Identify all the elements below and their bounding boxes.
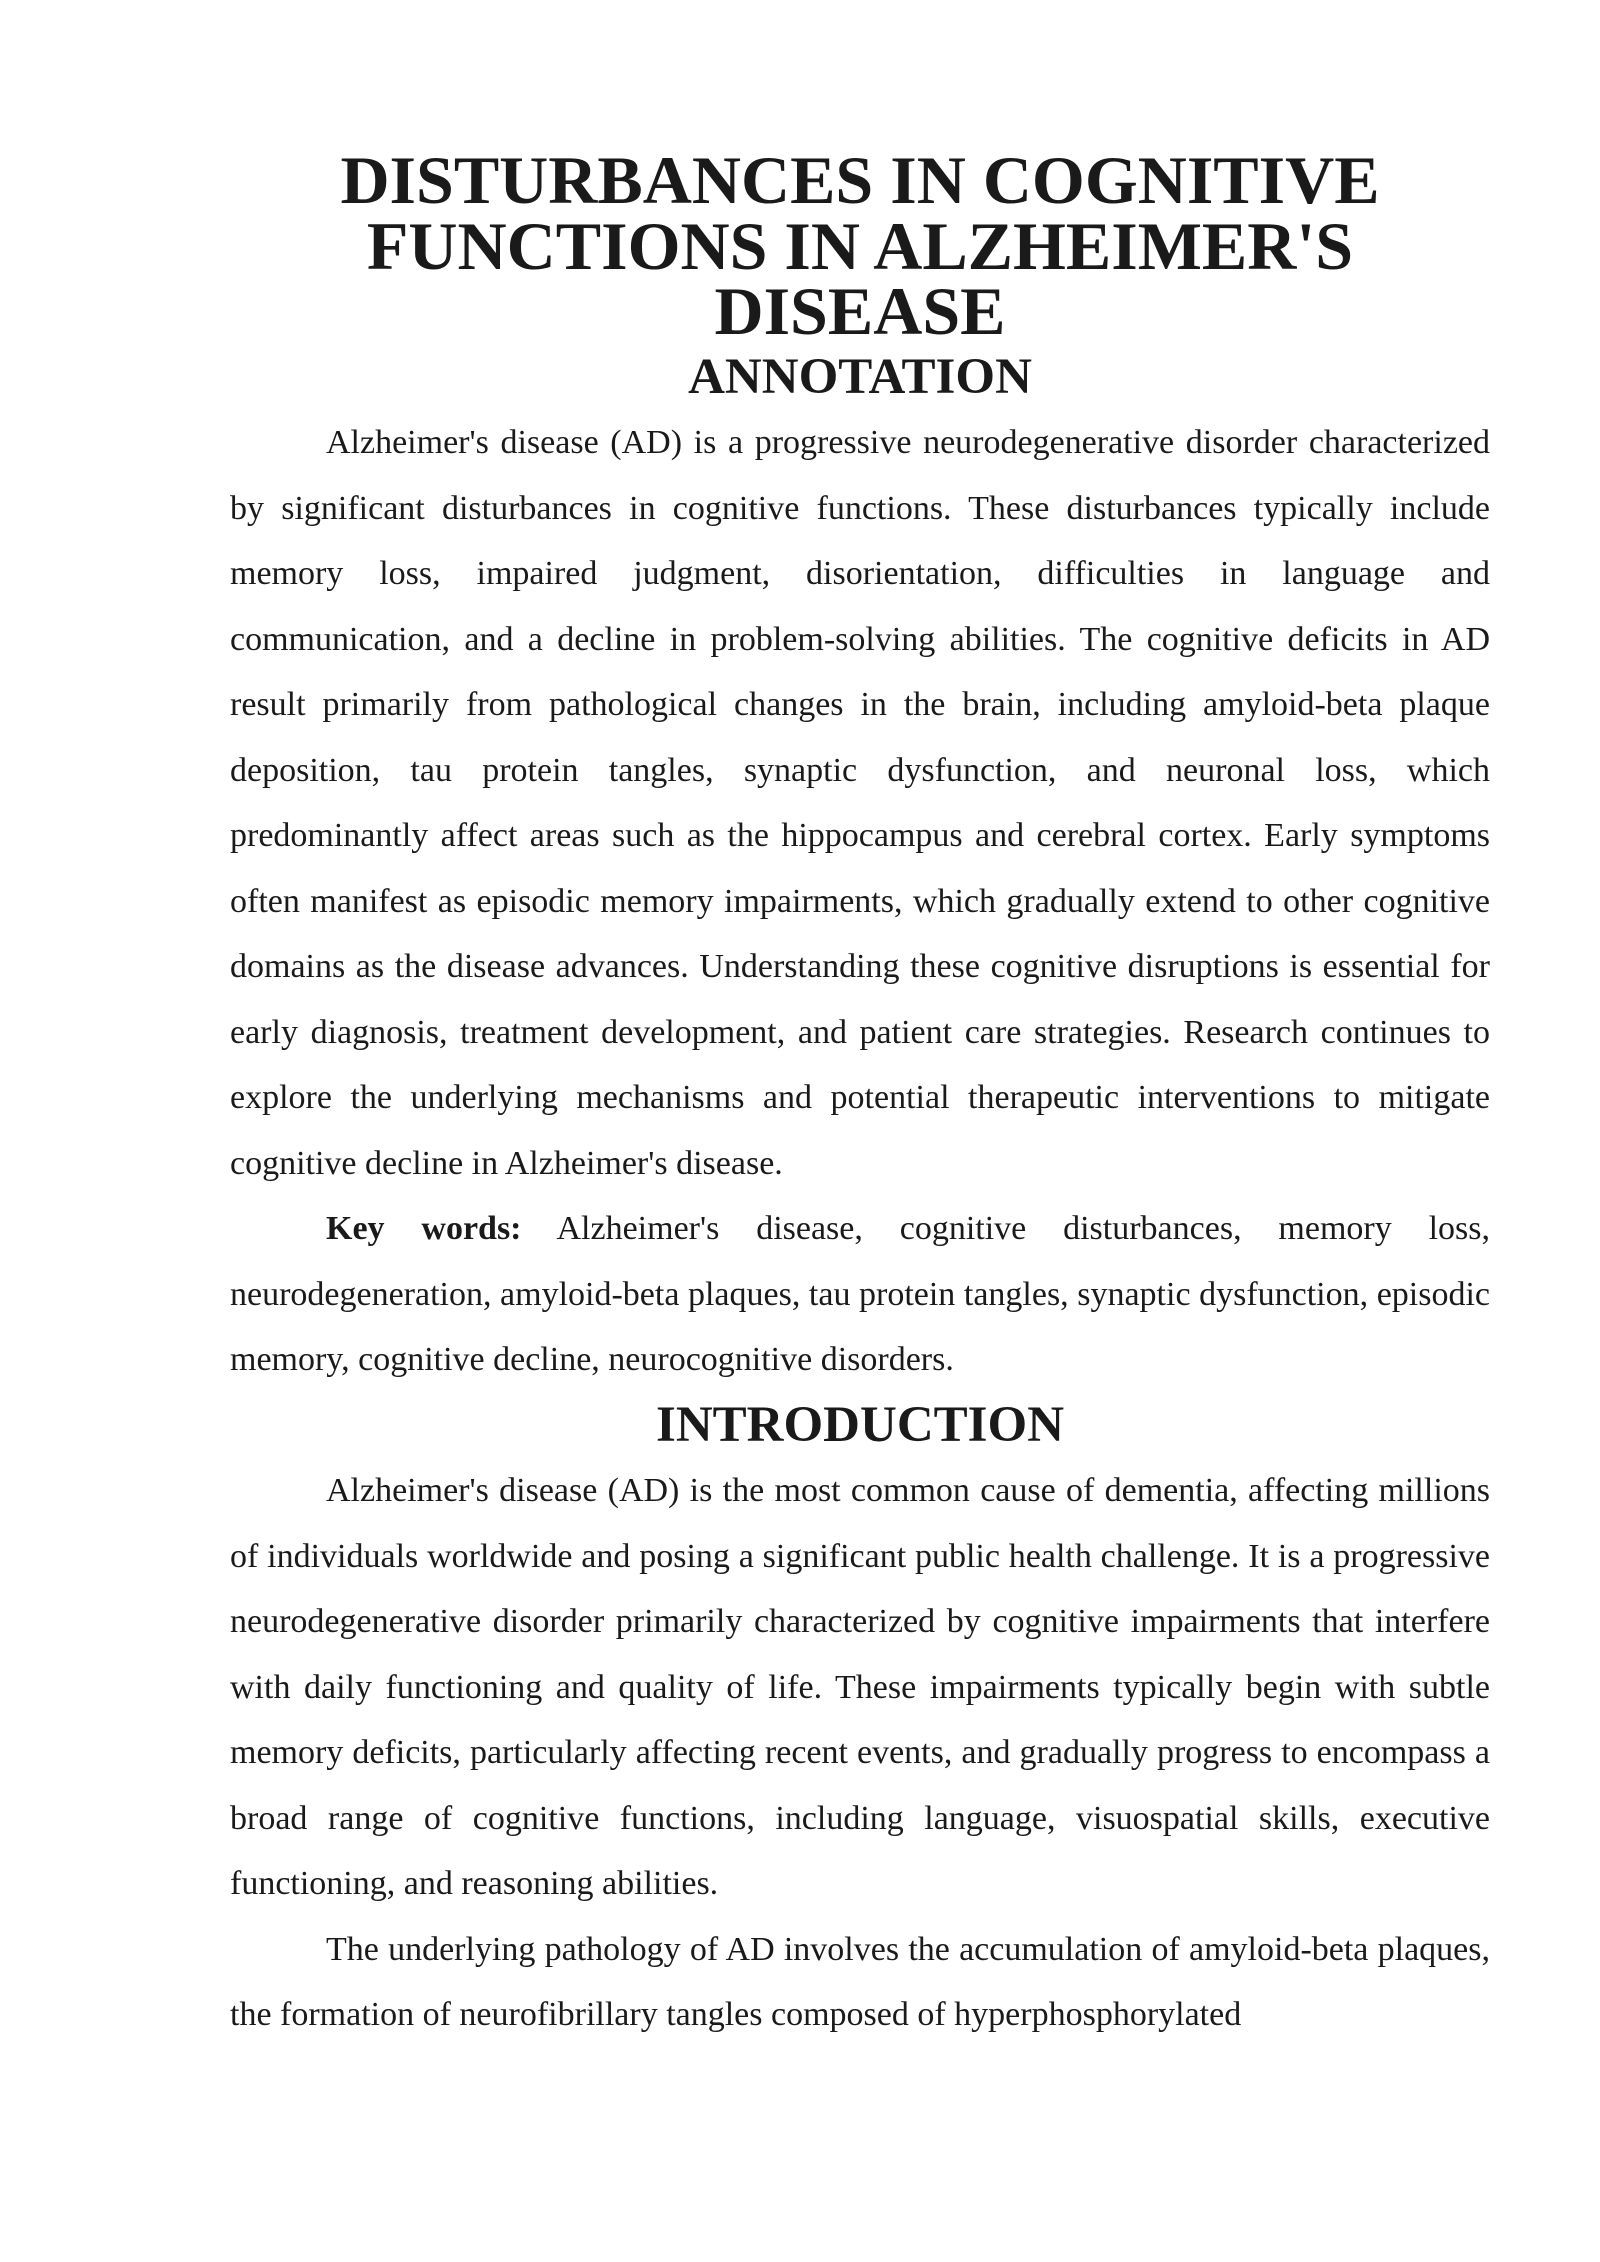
keywords-text: Alzheimer's disease, cognitive disturbances, memory loss, neurodegeneration, amyloid-beta plaques, tau protein tangles, synaptic dysfunction, episodic memory, cognitive decline, neurocognitive disorders. (230, 1210, 1490, 1378)
introduction-heading: INTRODUCTION (655, 1396, 1065, 1453)
document-title: DISTURBANCES IN COGNITIVE FUNCTIONS IN ALZHEIMER'S DISEASE (340, 142, 1380, 349)
keywords-paragraph (230, 1196, 1490, 1393)
annotation-heading: ANNOTATION (688, 348, 1032, 405)
document-content (230, 142, 1490, 2048)
introduction-paragraph-2: The underlying pathology of AD involves the accumulation of amyloid-beta plaques, the formation of neurofibrillary tangles composed of hyperphosphorylated (230, 1930, 1490, 2033)
introduction-paragraph-1: Alzheimer's disease (AD) is the most common cause of dementia, affecting millions of individuals worldwide and posing a significant public health challenge. It is a progressive neurodegenerative disorder primarily characterized by cognitive impairments that interfere with daily functioning and quality of life. These impairments typically begin with subtle memory deficits, particularly affecting recent events, and gradually progress to encompass a broad range of cognitive functions, including language, visuospatial skills, executive functioning, and reasoning abilities. (230, 1472, 1490, 1902)
keywords-label: Key words: (326, 1210, 522, 1247)
annotation-paragraph: Alzheimer's disease (AD) is a progressive neurodegenerative disorder characterized by significant disturbances in cognitive functions. These disturbances typically include memory loss, impaired judgment, disorientation, difficulties in language and communication, and a decline in problem-solving abilities. The cognitive deficits in AD result primarily from pathological changes in the brain, including amyloid-beta plaque deposition, tau protein tangles, synaptic dysfunction, and neuronal loss, which predominantly affect areas such as the hippocampus and cerebral cortex. Early symptoms often manifest as episodic memory impairments, which gradually extend to other cognitive domains as the disease advances. Understanding these cognitive disruptions is essential for early diagnosis, treatment development, and patient care strategies. Research continues to explore the underlying mechanisms and potential therapeutic interventions to mitigate cognitive decline in Alzheimer's disease. (230, 424, 1490, 1182)
